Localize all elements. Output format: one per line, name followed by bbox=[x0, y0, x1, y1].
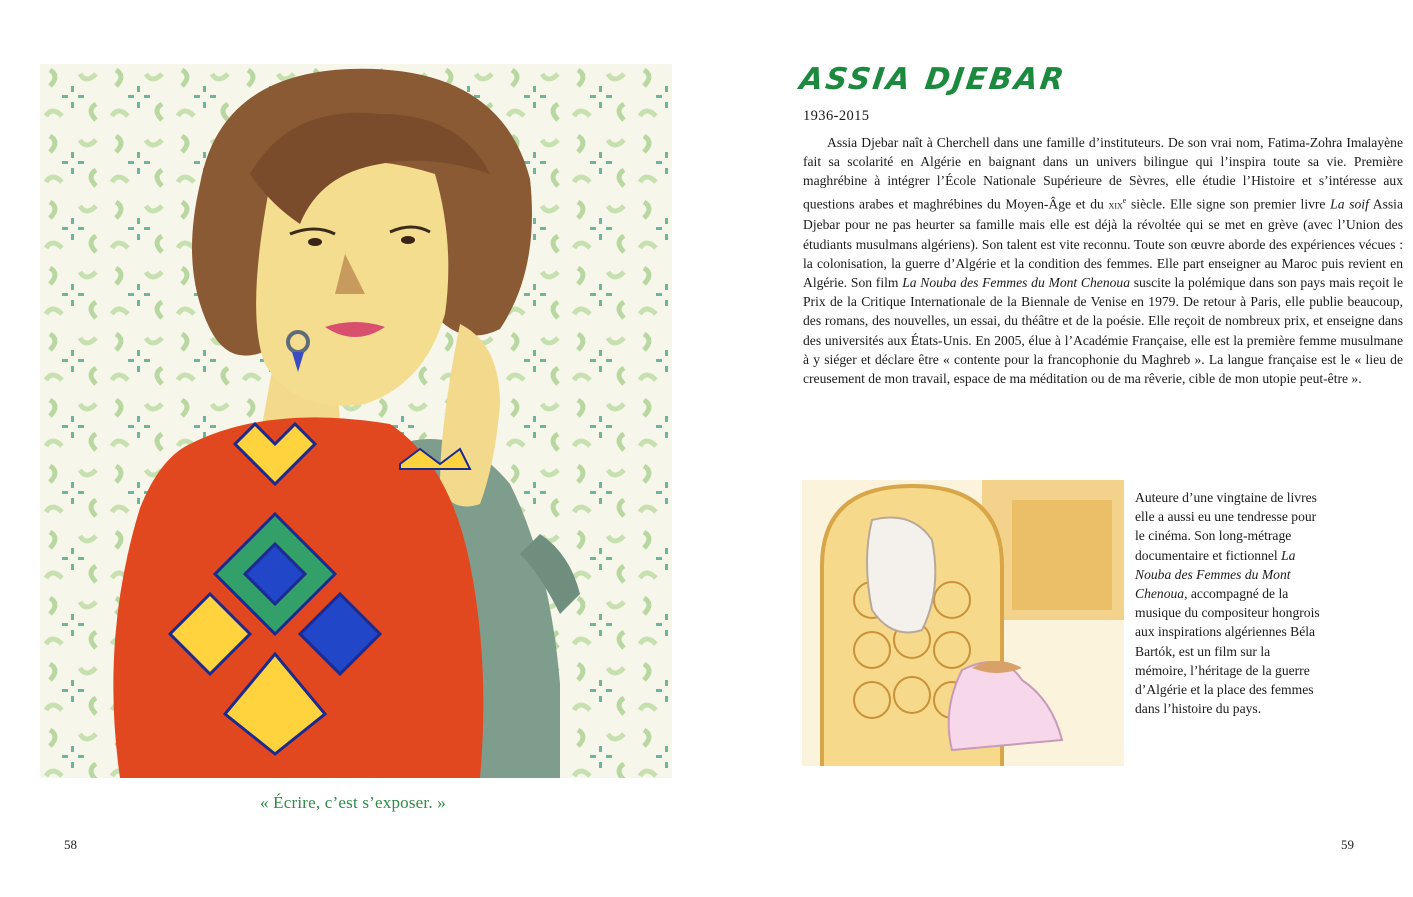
portrait-illustration bbox=[40, 64, 672, 778]
biography-text: Assia Djebar naît à Cherchell dans une famille d’instituteurs. De son vrai nom, Fatima-Zohra Imalayène fait sa scolarité en Algérie en baignant dans un univers bilingue qui l’inspira toute sa vie. Première maghrébine à intégrer l’École Nationale Supérieure de Sèvres, elle étudie l’Histoire et s’intéresse aux questions arabes et maghrébines du Moyen-Âge et du xix$^e$ siècle. Elle signe son premier livre La soif Assia Djebar pour ne pas heurter sa famille mais elle est déjà la révoltée qui se met en grève (avec l’Union des étudiants musulmans algériens). Son talent est vite reconnu. Toute son œuvre aborde des expériences vécues : la colonisation, la guerre d’Algérie et la condition des femmes. Elle part enseigner au Maroc puis revient en Algérie. Son film La Nouba des Femmes du Mont Chenoua suscite la polémique dans son pays mais reçoit le Prix de la Critique Internationale de la Biennale de Venise en 1979. De retour à Paris, elle publie beaucoup, des romans, des nouvelles, un essai, du théâtre et de la poésie. Elle reçoit de nombreux prix, et enseigne dans des universités aux États-Unis. En 2005, élue à l’Académie Française, elle est la première femme musulmane à y siéger et déclare être « contente pour la francophonie du Maghreb ». La langue française est le « lieu de creusement de mon travail, espace de ma méditation ou de ma rêverie, cible de mon utopie peut-être ». bbox=[803, 135, 1403, 386]
window-illustration bbox=[802, 480, 1124, 766]
page-number-left: 58 bbox=[64, 837, 77, 852]
caption-film-title: La Nouba des Femmes du Mont Chenoua bbox=[1135, 547, 1296, 602]
film-title: La Nouba des Femmes du Mont Chenoua bbox=[902, 274, 1131, 290]
life-dates: 1936-2015 bbox=[803, 108, 870, 124]
book-title: La soif bbox=[1330, 196, 1369, 212]
quote: « Écrire, c’est s’exposer. » bbox=[260, 793, 446, 812]
author-name: ASSIA DJEBAR bbox=[797, 62, 1069, 97]
right-page bbox=[706, 0, 1413, 897]
left-page bbox=[0, 0, 706, 897]
illustration-caption: Auteure d’une vingtaine de livres elle a aussi eu une tendresse pour le cinéma. Son long-métrage documentaire et fictionnel La Nouba des Femmes du Mont Chenoua, accompagné de la musique du compositeur hongrois aux inspirations algériennes Béla Bartók, est un film sur la mémoire, l’héritage de la guerre d’Algérie et la place des femmes dans l’histoire du pays. bbox=[1135, 490, 1320, 717]
page-number-right: 59 bbox=[1341, 837, 1354, 852]
